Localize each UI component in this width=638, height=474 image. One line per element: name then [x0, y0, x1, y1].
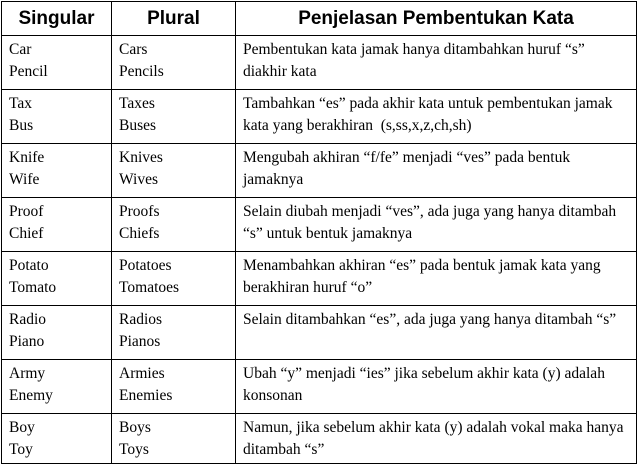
plural-cell	[112, 306, 236, 360]
plural-word: Pianos	[119, 333, 161, 350]
singular-word: Enemy	[9, 387, 53, 404]
table-row	[2, 90, 637, 144]
singular-cell	[2, 198, 112, 252]
plural-rules-table	[1, 1, 637, 464]
singular-word: Toy	[9, 441, 33, 458]
explanation-cell	[236, 144, 637, 198]
plural-cell	[112, 144, 236, 198]
explanation-cell	[236, 90, 637, 144]
explanation-cell	[236, 198, 637, 252]
table-row	[2, 360, 637, 414]
table-row	[2, 414, 637, 464]
plural-word: Taxes	[119, 95, 155, 112]
plural-word: Chiefs	[119, 225, 160, 242]
plural-cell	[112, 360, 236, 414]
plural-cell	[112, 36, 236, 90]
explanation-cell	[236, 360, 637, 414]
singular-word: Potato	[9, 257, 49, 274]
table-row	[2, 306, 637, 360]
header-explanation: Penjelasan Pembentukan Kata	[236, 2, 637, 36]
table-row	[2, 36, 637, 90]
plural-word: Radios	[119, 311, 163, 328]
singular-cell	[2, 144, 112, 198]
plural-word: Enemies	[119, 387, 173, 404]
singular-word: Knife	[9, 149, 45, 166]
explanation-text: Namun, jika sebelum akhir kata (y) adalah vokal maka hanya ditambah “s”	[243, 419, 624, 458]
table-row	[2, 144, 637, 198]
plural-word: Cars	[119, 41, 148, 58]
explanation-text: Menambahkan akhiran “es” pada bentuk jamak kata yang berakhiran huruf “o”	[243, 257, 601, 296]
explanation-text: Mengubah akhiran “f/fe” menjadi “ves” pada bentuk jamaknya	[243, 149, 571, 188]
explanation-cell	[236, 36, 637, 90]
explanation-text: Tambahkan “es” pada akhir kata untuk pembentukan jamak kata yang berakhiran (s,ss,x,z,ch,sh)	[243, 95, 617, 134]
singular-word: Car	[9, 41, 32, 58]
singular-cell	[2, 306, 112, 360]
singular-word: Wife	[9, 171, 40, 188]
singular-word: Chief	[9, 225, 44, 242]
singular-cell	[2, 252, 112, 306]
explanation-cell	[236, 414, 637, 464]
plural-word: Buses	[119, 117, 157, 134]
explanation-cell	[236, 306, 637, 360]
explanation-text: Selain ditambahkan “es”, ada juga yang hanya ditambah “s”	[243, 311, 617, 328]
singular-word: Tomato	[9, 279, 57, 296]
explanation-cell	[236, 252, 637, 306]
singular-word: Bus	[9, 117, 34, 134]
plural-cell	[112, 252, 236, 306]
header-singular: Singular	[2, 2, 112, 36]
plural-cell	[112, 90, 236, 144]
explanation-text: Selain diubah menjadi “ves”, ada juga yang hanya ditambah “s” untuk bentuk jamaknya	[243, 203, 617, 242]
plural-cell	[112, 198, 236, 252]
singular-cell	[2, 360, 112, 414]
singular-word: Piano	[9, 333, 45, 350]
header-row	[2, 2, 637, 36]
plural-word: Knives	[119, 149, 163, 166]
plural-word: Wives	[119, 171, 158, 188]
singular-cell	[2, 90, 112, 144]
table-row	[2, 252, 637, 306]
plural-word: Tomatoes	[119, 279, 180, 296]
plural-word: Boys	[119, 419, 151, 436]
singular-word: Radio	[9, 311, 47, 328]
singular-word: Army	[9, 365, 46, 382]
header-plural: Plural	[112, 2, 236, 36]
singular-word: Pencil	[9, 63, 48, 80]
singular-word: Tax	[9, 95, 33, 112]
singular-cell	[2, 414, 112, 464]
singular-word: Proof	[9, 203, 44, 220]
table-row	[2, 198, 637, 252]
plural-word: Armies	[119, 365, 165, 382]
plural-cell	[112, 414, 236, 464]
plural-word: Pencils	[119, 63, 164, 80]
singular-word: Boy	[9, 419, 35, 436]
plural-word: Potatoes	[119, 257, 172, 274]
plural-word: Toys	[119, 441, 149, 458]
singular-cell	[2, 36, 112, 90]
plural-word: Proofs	[119, 203, 160, 220]
explanation-text: Pembentukan kata jamak hanya ditambahkan huruf “s” diakhir kata	[243, 41, 585, 80]
explanation-text: Ubah “y” menjadi “ies” jika sebelum akhir kata (y) adalah konsonan	[243, 365, 605, 404]
